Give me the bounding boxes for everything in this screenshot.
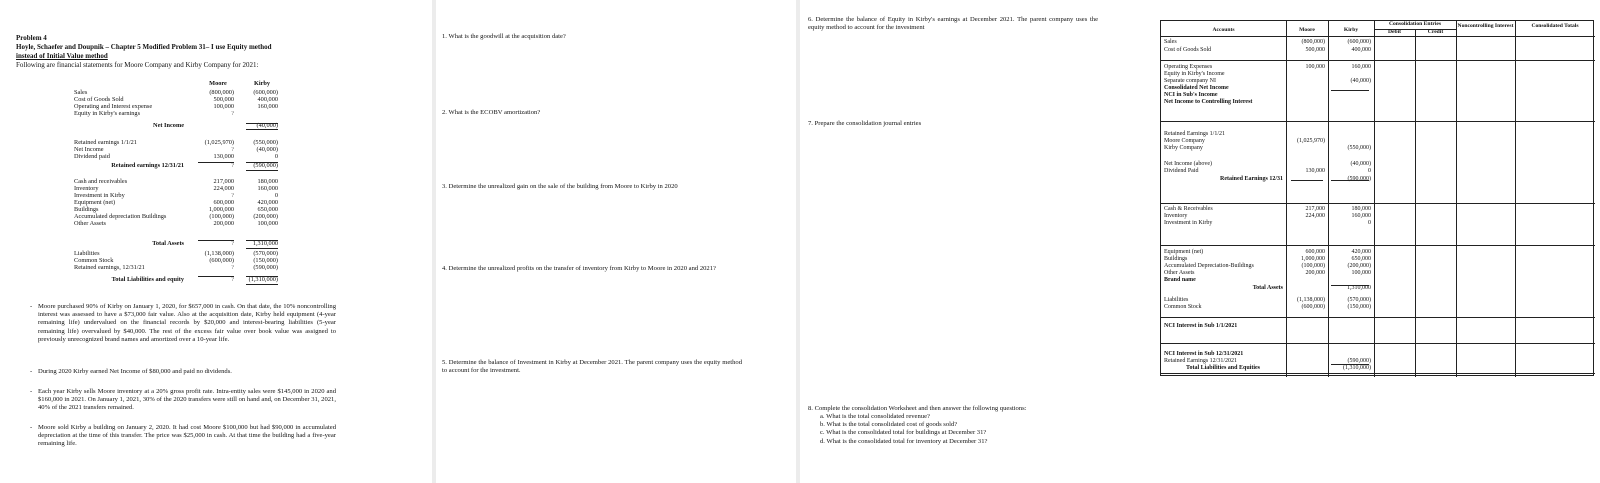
- rule: [246, 123, 278, 124]
- question-4: 4. Determine the unrealized profits on the transfer of inventory from Kirby to Moore in 2020 and 2021?: [442, 265, 716, 272]
- row-line: [1161, 36, 1595, 37]
- rule: [246, 129, 278, 130]
- statement-row-label: Total Liabilities and equity: [111, 276, 184, 283]
- col-line: [1286, 21, 1287, 377]
- statement-row-label: Net Income: [153, 122, 184, 129]
- statement-row-label: Equity in Kirby's earnings: [74, 110, 141, 117]
- worksheet-kirby-value: 180,000: [1351, 206, 1371, 212]
- worksheet-kirby-value: (590,000): [1347, 358, 1371, 364]
- row-line: [1161, 343, 1595, 344]
- bullet-acquisition: Moore purchased 90% of Kirby on January 1, 2020, for $657,000 in cash. On that date, the 10% noncontrolling interest was assessed to have a $73,000 fair value. Also at the acquisition date, Kirby held equipment (4-year remaining life) undervalued on the financial records by $20,000 and interest-bearing liabilities (5-year remaining life) overvalued by $40,000. The rest of the excess fair value over book value was assigned to previously unrecognized brand names and amortized over a 10-year life.: [38, 303, 336, 343]
- statement-moore-value: ?: [231, 192, 234, 199]
- worksheet-kirby-value: (1,310,000): [1343, 365, 1371, 371]
- statement-row-label: Accumulated depreciation Buildings: [74, 213, 167, 220]
- question-8-items: [820, 413, 987, 446]
- bullet-marker: -: [30, 368, 33, 375]
- ws-header-debit: Debit: [1387, 29, 1402, 35]
- question-8c: c. What is the consolidated total for buildings at December 31?: [820, 429, 987, 437]
- worksheet-row-label: Retained Earnings 1/1/21: [1164, 131, 1225, 137]
- statement-kirby-value: 400,000: [257, 96, 278, 103]
- rule: [1331, 180, 1369, 181]
- statement-row-label: Sales: [74, 89, 88, 96]
- worksheet-row-label: Net Income to Controlling Interest: [1164, 99, 1253, 105]
- worksheet-row-label: Operating Expenses: [1164, 64, 1213, 70]
- bullet-building-sale: Moore sold Kirby a building on January 2, 2020. It had cost Moore $100,000 but had $90,000 in accumulated depreciation at the time of this transfer. The price was $25,000 in cash. At that time the building had a five-year remaining life.: [38, 424, 336, 448]
- rule: [198, 162, 234, 163]
- ws-header-credit: Credit: [1427, 29, 1444, 35]
- worksheet-row-label: Retained Earnings 12/31/2021: [1164, 358, 1237, 364]
- problem-intro: Following are financial statements for Moore Company and Kirby Company for 2021:: [16, 61, 259, 69]
- statement-kirby-value: (590,000): [253, 162, 278, 169]
- rule: [1331, 90, 1369, 91]
- statement-kirby-value: 100,000: [257, 220, 278, 227]
- worksheet-moore-value: 1,000,000: [1301, 256, 1325, 262]
- worksheet-kirby-value: (40,000): [1350, 161, 1371, 167]
- worksheet-row-label: Moore Company: [1164, 138, 1205, 144]
- worksheet-row-label: Total Liabilities and Equities: [1186, 365, 1260, 371]
- worksheet-moore-value: (600,000): [1301, 304, 1325, 310]
- statement-kirby-value: (570,000): [253, 250, 278, 257]
- ws-header-entries: Consolidation Entries: [1388, 21, 1442, 27]
- question-8: 8. Complete the consolidation Worksheet and then answer the following questions:: [808, 405, 1027, 412]
- statement-kirby-value: 160,000: [257, 103, 278, 110]
- worksheet-row-label: Cost of Goods Sold: [1164, 47, 1212, 53]
- statement-row-label: Total Assets: [152, 240, 184, 247]
- worksheet-row-label: Accumulated Depreciation-Buildings: [1164, 263, 1254, 269]
- rule: [1331, 364, 1369, 365]
- statement-moore-value: 600,000: [213, 199, 234, 206]
- worksheet-row-label: Brand name: [1164, 277, 1196, 283]
- rule: [246, 240, 278, 241]
- worksheet-kirby-value: 0: [1368, 168, 1371, 174]
- worksheet-moore-value: 224,000: [1305, 213, 1325, 219]
- statement-moore-value: (1,138,000): [204, 250, 234, 257]
- worksheet-kirby-value: (570,000): [1347, 297, 1371, 303]
- rule: [246, 284, 278, 285]
- statement-kirby-value: 180,000: [257, 178, 278, 185]
- statement-kirby-value: (600,000): [253, 89, 278, 96]
- problem-method-note: instead of Initial Value method: [16, 52, 108, 60]
- page-questions: [436, 0, 796, 483]
- worksheet-row-label: NCI in Sub's Income: [1164, 92, 1218, 98]
- worksheet-row-label: NCI Interest in Sub 12/31/2021: [1164, 351, 1244, 357]
- bullet-2020-income: During 2020 Kirby earned Net Income of $80,000 and paid no dividends.: [38, 368, 232, 375]
- row-line: [1161, 60, 1595, 61]
- statement-row-label: Retained earnings, 12/31/21: [74, 264, 145, 271]
- statement-kirby-value: 420,000: [257, 199, 278, 206]
- worksheet-row-label: Total Assets: [1252, 285, 1283, 291]
- worksheet-row-label: Equity in Kirby's Income: [1164, 71, 1225, 77]
- rule: [246, 248, 278, 249]
- statement-row-label: Common Stock: [74, 257, 114, 264]
- worksheet-kirby-value: 1,310,000: [1347, 285, 1371, 291]
- worksheet-row-label: Dividend Paid: [1164, 168, 1199, 174]
- statement-moore-value: 1,000,000: [208, 206, 234, 213]
- worksheet-kirby-value: (40,000): [1350, 78, 1371, 84]
- statement-moore-value: ?: [231, 110, 234, 117]
- worksheet-kirby-value: 100,000: [1351, 270, 1371, 276]
- statement-kirby-value: (150,000): [253, 257, 278, 264]
- statement-moore-value: 200,000: [213, 220, 234, 227]
- worksheet-row-label: Other Assets: [1164, 270, 1195, 276]
- statement-row-label: Retained earnings 1/1/21: [74, 139, 137, 146]
- worksheet-kirby-value: 650,000: [1351, 256, 1371, 262]
- ws-header-accounts: Accounts: [1212, 27, 1235, 33]
- worksheet-kirby-value: (200,000): [1347, 263, 1371, 269]
- bullet-inventory-sales: Each year Kirby sells Moore inventory at a 20% gross profit rate. Intra-entity sales were $145,000 in 2020 and $160,000 in 2021. On January 1, 2021, 30% of the 2020 transfers were still on hand and, on December 31, 2021, 40% of the 2021 transfers remained.: [38, 388, 336, 412]
- worksheet-row-label: Buildings: [1164, 256, 1188, 262]
- statement-row-label: Inventory: [74, 185, 99, 192]
- statement-row-label: Net Income: [74, 146, 104, 153]
- statement-row-label: Dividend paid: [74, 153, 110, 160]
- rule: [198, 240, 234, 241]
- worksheet-moore-value: (800,000): [1301, 39, 1325, 45]
- statement-moore-value: 100,000: [213, 103, 234, 110]
- statement-moore-value: ?: [231, 264, 234, 271]
- statement-kirby-value: (40,000): [256, 122, 278, 129]
- worksheet-row-label: Liabilities: [1164, 297, 1189, 303]
- question-2: 2. What is the ECOBV amortization?: [442, 109, 541, 116]
- rule: [246, 276, 278, 277]
- statement-row-label: Cost of Goods Sold: [74, 96, 124, 103]
- statement-row-label: Equipment (net): [74, 199, 116, 206]
- rule: [1291, 180, 1323, 181]
- statement-moore-value: 224,000: [213, 185, 234, 192]
- statement-kirby-value: 160,000: [257, 185, 278, 192]
- worksheet-moore-value: 600,000: [1305, 249, 1325, 255]
- statement-moore-value: (1,025,970): [204, 139, 234, 146]
- worksheet-row-label: Cash & Receivables: [1164, 206, 1213, 212]
- row-line: [1161, 245, 1595, 246]
- row-line: [1161, 121, 1595, 122]
- statement-row-label: Operating and Interest expense: [74, 103, 153, 110]
- statement-row-label: Investment in Kirby: [74, 192, 125, 199]
- consolidation-worksheet: [1160, 20, 1594, 376]
- worksheet-kirby-value: 160,000: [1351, 213, 1371, 219]
- bullet-marker: -: [30, 388, 33, 395]
- worksheet-kirby-value: (590,000): [1347, 176, 1371, 182]
- question-8b: b. What is the total consolidated cost of goods sold?: [820, 421, 958, 429]
- worksheet-kirby-value: 0: [1368, 220, 1371, 226]
- statement-moore-value: ?: [231, 240, 234, 247]
- worksheet-row-label: Common Stock: [1164, 304, 1202, 310]
- worksheet-moore-value: (1,025,970): [1297, 138, 1325, 144]
- question-8d: d. What is the consolidated total for inventory at December 31?: [820, 437, 988, 445]
- col-header-kirby: Kirby: [253, 80, 271, 87]
- statement-moore-value: (100,000): [209, 213, 234, 220]
- worksheet-row-label: Inventory: [1164, 213, 1188, 219]
- worksheet-row-label: Equipment (net): [1164, 249, 1204, 255]
- bullet-marker: -: [30, 424, 33, 431]
- row-line: [1161, 373, 1595, 374]
- statement-kirby-value: (1,310,000): [248, 276, 278, 283]
- question-6: 6. Determine the balance of Equity in Kirby's earnings at December 2021. The parent company uses the equity method to account for the investment: [808, 16, 1098, 32]
- worksheet-kirby-value: 160,000: [1351, 64, 1371, 70]
- ws-header-totals: Consolidated Totals: [1531, 23, 1579, 29]
- col-header-moore: Moore: [209, 80, 227, 87]
- worksheet-moore-value: 100,000: [1305, 64, 1325, 70]
- worksheet-row-label: Sales: [1164, 39, 1177, 45]
- rule: [246, 170, 278, 171]
- question-1: 1. What is the goodwill at the acquisition date?: [442, 33, 566, 40]
- problem-subtitle: Hoyle, Schaefer and Doupnik – Chapter 5 Modified Problem 31– I use Equity method: [16, 43, 272, 51]
- worksheet-moore-value: 500,000: [1305, 47, 1325, 53]
- worksheet-moore-value: (100,000): [1301, 263, 1325, 269]
- statement-moore-value: (600,000): [209, 257, 234, 264]
- worksheet-row-label: Net Income (above): [1164, 161, 1212, 167]
- worksheet-moore-value: 200,000: [1305, 270, 1325, 276]
- ws-header-moore: Moore: [1299, 27, 1315, 33]
- statement-row-label: Liabilities: [74, 250, 100, 257]
- statement-moore-value: ?: [231, 146, 234, 153]
- worksheet-row-label: Consolidated Net Income: [1164, 85, 1229, 91]
- ws-header-nci: Noncontrolling Interest: [1457, 23, 1514, 29]
- question-7: 7. Prepare the consolidation journal entries: [808, 120, 922, 127]
- worksheet-row-label: Separate company NI: [1164, 78, 1216, 84]
- statement-row-label: Other Assets: [74, 220, 107, 227]
- question-3: 3. Determine the unrealized gain on the sale of the building from Moore to Kirby in 2020: [442, 183, 678, 190]
- statement-kirby-value: (40,000): [256, 146, 278, 153]
- statement-kirby-value: 0: [274, 192, 278, 199]
- worksheet-kirby-value: (550,000): [1347, 145, 1371, 151]
- worksheet-row-label: Kirby Company: [1164, 145, 1203, 151]
- worksheet-moore-value: 217,000: [1305, 206, 1325, 212]
- worksheet-kirby-value: (150,000): [1347, 304, 1371, 310]
- worksheet-kirby-value: (600,000): [1347, 39, 1371, 45]
- row-line: [1161, 317, 1595, 318]
- worksheet-kirby-value: 400,000: [1351, 47, 1371, 53]
- statement-moore-value: 217,000: [213, 178, 234, 185]
- statement-moore-value: 130,000: [213, 153, 234, 160]
- statement-moore-value: ?: [231, 276, 234, 283]
- rule: [246, 162, 278, 163]
- statement-moore-value: (800,000): [209, 89, 234, 96]
- col-line: [1456, 21, 1457, 377]
- question-8a: a. What is the total consolidated revenue?: [820, 413, 930, 420]
- statement-row-label: Cash and receivables: [74, 178, 128, 185]
- col-line: [1515, 21, 1516, 377]
- question-5: 5. Determine the balance of Investment in Kirby at December 2021. The parent company uses the equity method to account for the investment.: [442, 359, 742, 375]
- ws-header-kirby: Kirby: [1343, 27, 1359, 33]
- col-line: [1328, 21, 1329, 377]
- worksheet-row-label: Retained Earnings 12/31: [1219, 176, 1283, 182]
- statement-kirby-value: (200,000): [253, 213, 278, 220]
- statement-moore-value: 500,000: [213, 96, 234, 103]
- worksheet-row-label: NCI Interest in Sub 1/1/2021: [1164, 323, 1238, 329]
- col-line: [1374, 21, 1375, 377]
- page-problem-statement: [0, 0, 432, 483]
- bullet-marker: -: [30, 303, 33, 310]
- statement-kirby-value: (590,000): [253, 264, 278, 271]
- statement-moore-value: ?: [231, 162, 234, 169]
- rule: [198, 276, 234, 277]
- statement-kirby-value: (550,000): [253, 139, 278, 146]
- rule: [1331, 285, 1369, 286]
- statement-kirby-value: 650,000: [257, 206, 278, 213]
- worksheet-moore-value: 130,000: [1305, 168, 1325, 174]
- statement-kirby-value: 1,310,000: [252, 240, 278, 247]
- row-line: [1161, 203, 1595, 204]
- worksheet-kirby-value: 420,000: [1351, 249, 1371, 255]
- worksheet-moore-value: (1,138,000): [1297, 297, 1325, 303]
- statement-kirby-value: 0: [274, 153, 278, 160]
- worksheet-row-label: Investment in Kirby: [1164, 220, 1213, 226]
- problem-title: Problem 4: [16, 34, 47, 42]
- statement-row-label: Retained earnings 12/31/21: [111, 162, 184, 169]
- page-worksheet: [800, 0, 1600, 483]
- statement-row-label: Buildings: [74, 206, 99, 213]
